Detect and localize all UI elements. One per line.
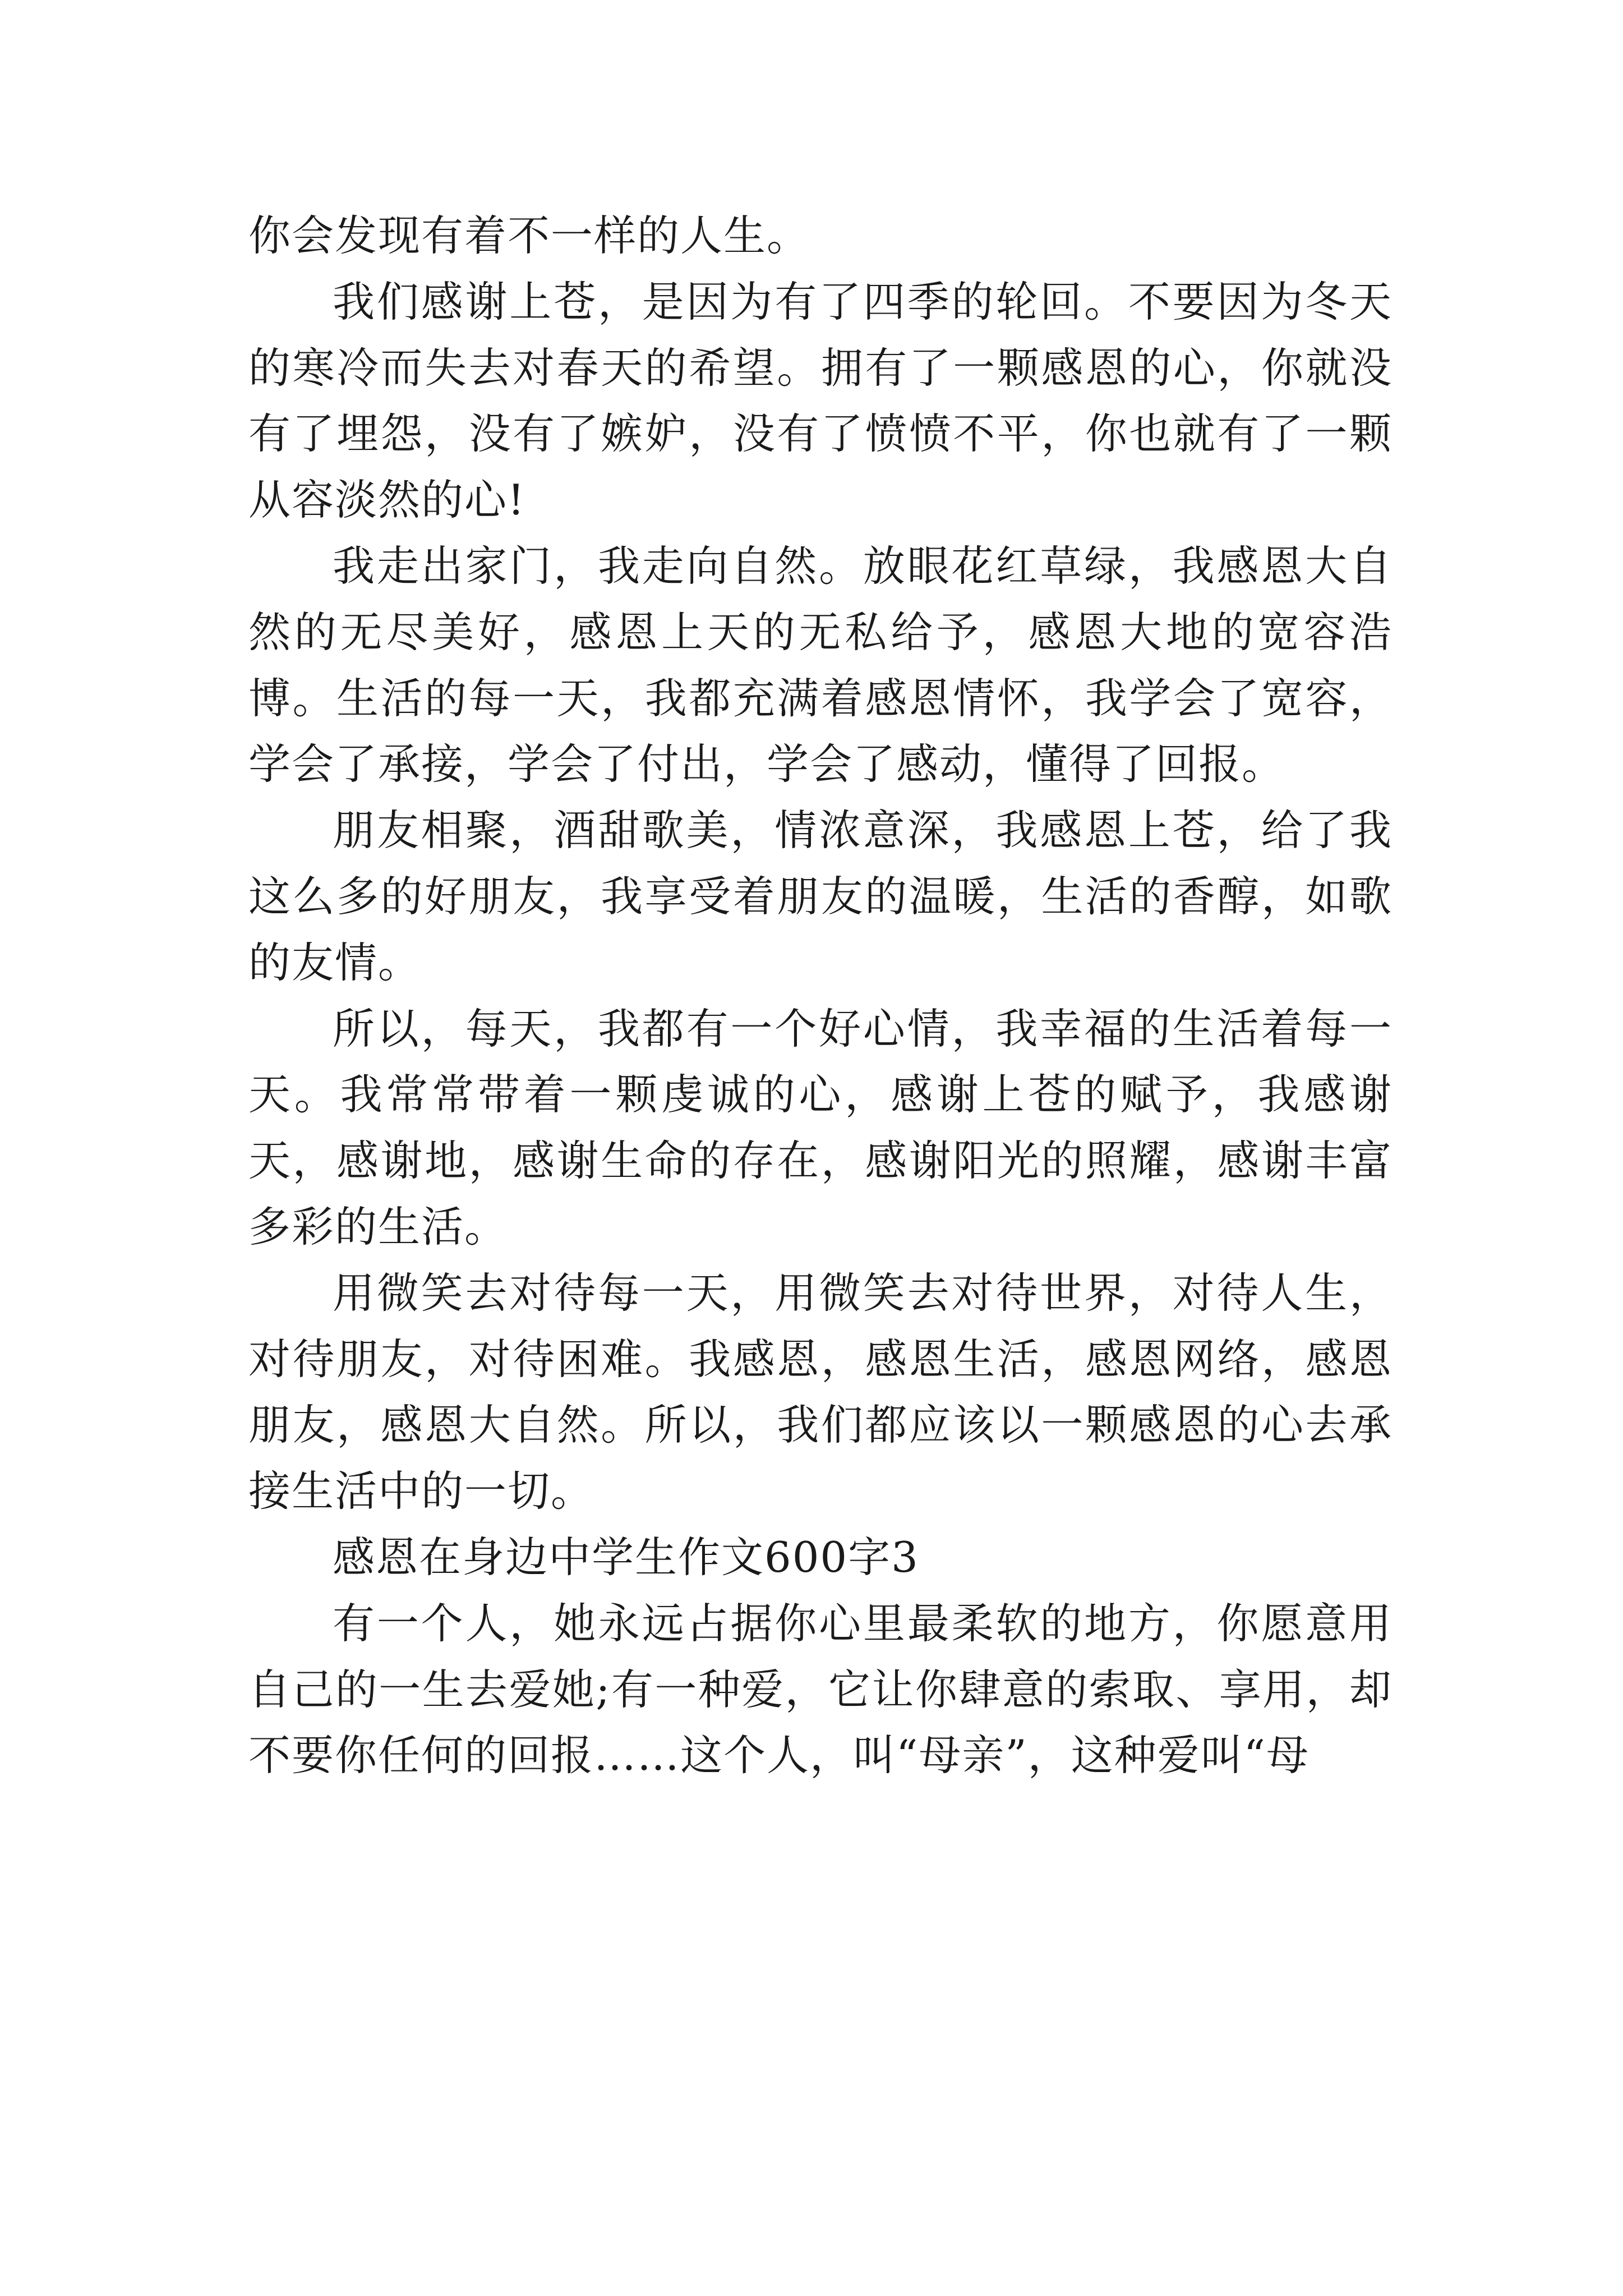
document-body — [248, 203, 1393, 1789]
paragraph-smile: 用微笑去对待每一天，用微笑去对待世界，对待人生，对待朋友，对待困难。我感恩，感恩生活，感恩网络，感恩朋友，感恩大自然。所以，我们都应该以一颗感恩的心去承接生活中的一切。 — [248, 1268, 1393, 1516]
paragraph-four-seasons: 我们感谢上苍，是因为有了四季的轮回。不要因为冬天的寒冷而失去对春天的希望。拥有了一颗感恩的心，你就没有了埋怨，没有了嫉妒，没有了愤愤不平，你也就有了一颗从容淡然的心! — [248, 277, 1393, 525]
paragraph-continuation: 你会发现有着不一样的人生。 — [248, 211, 810, 260]
paragraph-mother: 有一个人，她永远占据你心里最柔软的地方，你愿意用自己的一生去爱她;有一种爱，它让你肆意的索取、享用，却不要你任何的回报……这个人，叫“母亲”，这种爱叫“母 — [248, 1598, 1393, 1780]
paragraph-friends: 朋友相聚，酒甜歌美，情浓意深，我感恩上苍，给了我这么多的好朋友，我享受着朋友的温暖，生活的香醇，如歌的友情。 — [248, 806, 1393, 987]
paragraph-nature: 我走出家门，我走向自然。放眼花红草绿，我感恩大自然的无尽美好，感恩上天的无私给予，感恩大地的宽容浩博。生活的每一天，我都充满着感恩情怀，我学会了宽容，学会了承接，学会了付出，学会了感动，懂得了回报。 — [248, 541, 1393, 789]
essay-heading: 感恩在身边中学生作文600字3 — [333, 1532, 919, 1582]
paragraph-every-day: 所以，每天，我都有一个好心情，我幸福的生活着每一天。我常常带着一颗虔诚的心，感谢上苍的赋予，我感谢天，感谢地，感谢生命的存在，感谢阳光的照耀，感谢丰富多彩的生活。 — [248, 1004, 1393, 1251]
